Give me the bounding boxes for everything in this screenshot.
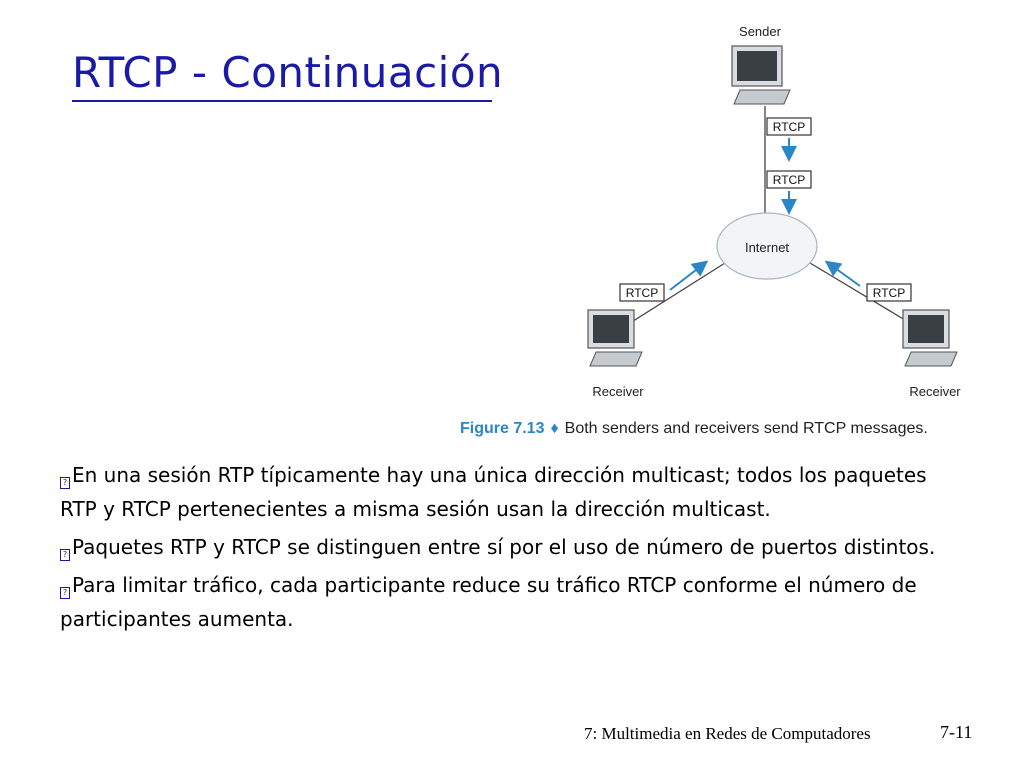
rtcp-label-4: RTCP — [872, 286, 906, 300]
rtcp-label-1: RTCP — [772, 120, 806, 134]
bullet-marker-icon: ? — [60, 549, 70, 561]
footer-course: 7: Multimedia en Redes de Computadores — [584, 724, 871, 743]
slide-title: RTCP - Continuación — [72, 48, 504, 97]
bullet-list — [60, 458, 960, 640]
caption-text: Both senders and receivers send RTCP messages. — [564, 420, 928, 437]
receiver-right-label: Receiver — [909, 384, 961, 399]
footer-page-number: 7-11 — [940, 722, 973, 742]
bullet-text: Para limitar tráfico, cada participante reduce su tráfico RTCP conforme el número de participantes aumenta. — [60, 573, 917, 631]
bullet-item — [60, 568, 960, 636]
caption-separator: ♦ — [550, 420, 559, 437]
bullet-marker-icon: ? — [60, 477, 70, 489]
rtcp-label-2: RTCP — [772, 173, 806, 187]
rtcp-label-3: RTCP — [625, 286, 659, 300]
caption-number: Figure 7.13 — [460, 420, 545, 437]
bullet-item — [60, 530, 960, 564]
figure-caption — [460, 420, 928, 438]
network-diagram — [560, 18, 990, 418]
sender-label: Sender — [739, 24, 781, 39]
bullet-text: Paquetes RTP y RTCP se distinguen entre sí por el uso de número de puertos distintos. — [72, 535, 936, 559]
sender-computer-icon — [732, 46, 790, 104]
title-underline — [72, 100, 492, 102]
receiver-left-label: Receiver — [592, 384, 644, 399]
receiver-left-computer-icon — [588, 310, 642, 366]
bullet-text: En una sesión RTP típicamente hay una única dirección multicast; todos los paquetes RTP y RTCP pertenecientes a misma sesión usan la dirección multicast. — [60, 463, 927, 521]
bullet-marker-icon: ? — [60, 587, 70, 599]
internet-label: Internet — [744, 240, 790, 255]
rtcp-diagram — [560, 18, 990, 418]
receiver-right-computer-icon — [903, 310, 957, 366]
bullet-item — [60, 458, 960, 526]
